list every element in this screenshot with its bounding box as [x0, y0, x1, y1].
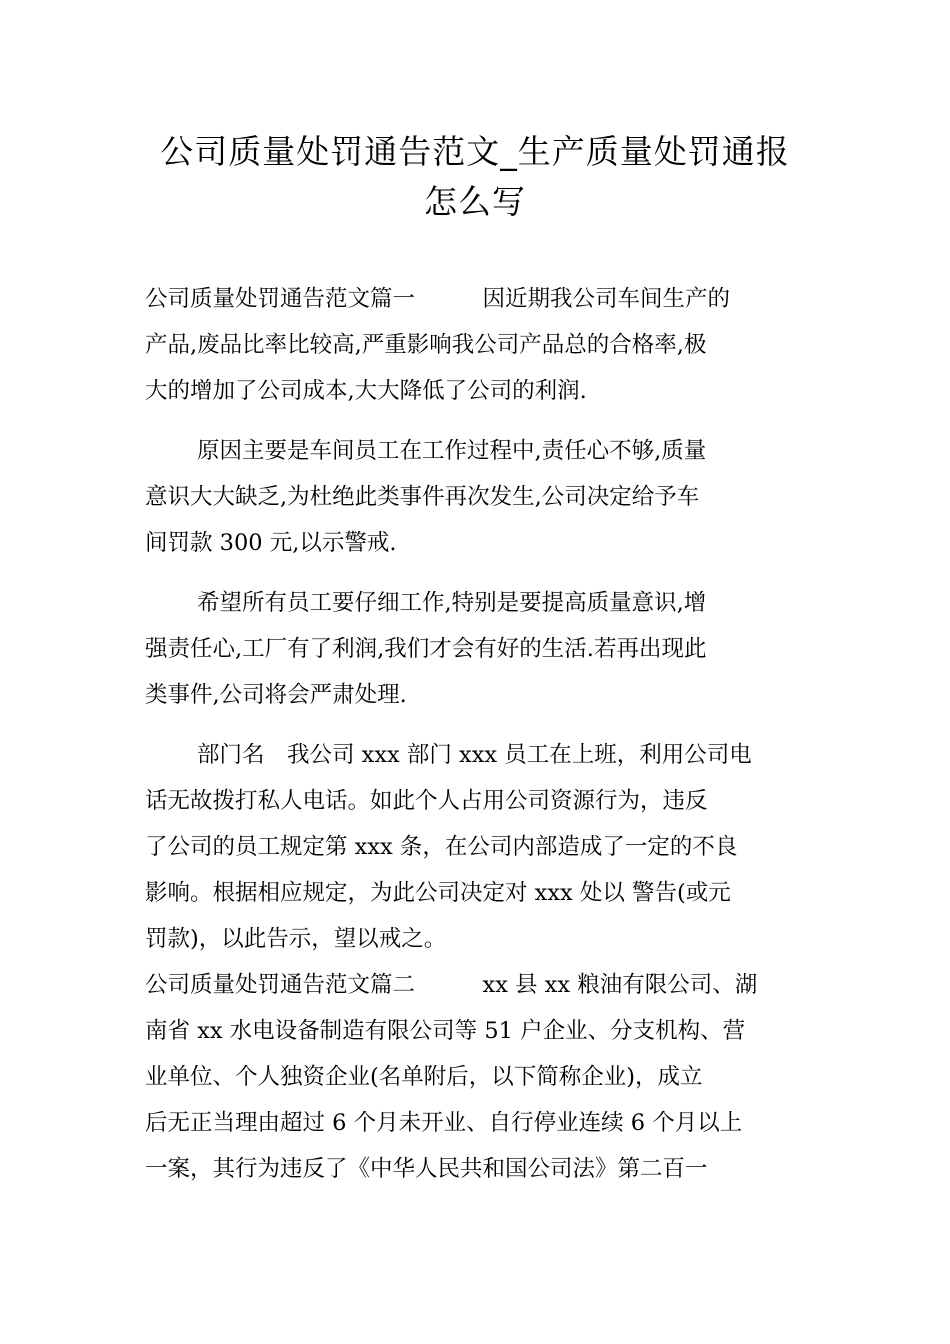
- body-text-line: 后无正当理由超过 6 个月未开业、自行停业连续 6 个月以上: [145, 1110, 743, 1136]
- body-text-line: 类事件,公司将会严肃处理.: [145, 682, 407, 708]
- body-text-line: 业单位、个人独资企业(名单附后，以下简称企业)，成立: [145, 1064, 703, 1090]
- body-text-line: 意识大大缺乏,为杜绝此类事件再次发生,公司决定给予车: [145, 484, 700, 510]
- body-text-line: 影响。根据相应规定，为此公司决定对 xxx 处以 警告(或元: [145, 880, 731, 906]
- body-text-line: 了公司的员工规定第 xxx 条，在公司内部造成了一定的不良: [145, 834, 738, 860]
- body-text-line: 罚款)，以此告示，望以戒之。: [145, 926, 447, 952]
- body-text-line: 原因主要是车间员工在工作过程中,责任心不够,质量: [197, 438, 707, 464]
- document-title-line1: 公司质量处罚通告范文_生产质量处罚通报: [160, 132, 790, 171]
- body-text-line: 话无故拨打私人电话。如此个人占用公司资源行为，违反: [145, 788, 708, 814]
- body-text-line: 大的增加了公司成本,大大降低了公司的利润.: [145, 378, 587, 404]
- body-text-line: 公司质量处罚通告范文篇一 因近期我公司车间生产的: [145, 286, 731, 312]
- body-text-line: 部门名 我公司 xxx 部门 xxx 员工在上班，利用公司电: [197, 742, 752, 768]
- paragraph-gap: [145, 414, 815, 428]
- body-text-line: 公司质量处罚通告范文篇二 xx 县 xx 粮油有限公司、湖: [145, 972, 758, 998]
- body-text-line: 南省 xx 水电设备制造有限公司等 51 户企业、分支机构、营: [145, 1018, 746, 1044]
- document-title-line2: 怎么写: [424, 182, 526, 221]
- document-body: [145, 276, 815, 1192]
- body-text-line: 一案，其行为违反了《中华人民共和国公司法》第二百一: [145, 1156, 708, 1182]
- paragraph-gap: [145, 718, 815, 732]
- body-text-line: 间罚款 300 元,以示警戒.: [145, 530, 397, 556]
- body-text-line: 希望所有员工要仔细工作,特别是要提高质量意识,增: [197, 590, 707, 616]
- body-text-line: 产品,废品比率比较高,严重影响我公司产品总的合格率,极: [145, 332, 707, 358]
- paragraph-gap: [145, 566, 815, 580]
- body-text-line: 强责任心,工厂有了利润,我们才会有好的生活.若再出现此: [145, 636, 707, 662]
